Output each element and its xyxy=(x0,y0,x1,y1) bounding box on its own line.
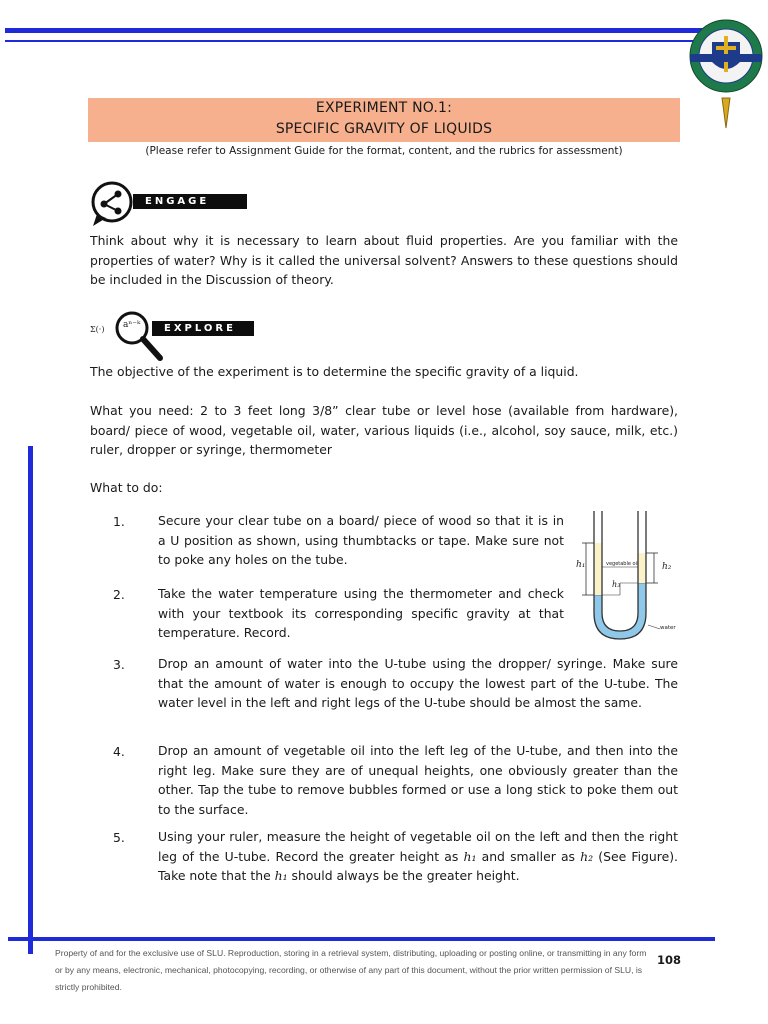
bottom-border-line xyxy=(8,937,715,941)
step-1-text: Secure your clear tube on a board/ piece of wood so that it is in a U position as shown, using thumbtacks or tape. Make sure not to poke any holes on the tube. xyxy=(158,513,564,567)
h1-symbol: h₁ xyxy=(274,868,288,883)
experiment-number: EXPERIMENT NO.1: xyxy=(315,100,453,116)
h1-symbol: h₁ xyxy=(463,848,477,864)
h2-symbol: h₂ xyxy=(580,848,594,864)
top-border-line xyxy=(5,28,705,33)
engage-text: Think about why it is necessary to learn about fluid properties. Are you familiar with the properties of water? Why is it called the universal solvent? Answers to these questions should be included in the Discussion of theory. xyxy=(90,233,678,287)
experiment-title: SPECIFIC GRAVITY OF LIQUIDS xyxy=(275,121,493,137)
engage-label: ENGAGE xyxy=(133,194,247,209)
step-1-number: 1. xyxy=(113,514,125,529)
explore-label: EXPLORE xyxy=(152,321,254,336)
step-5-text: Using your ruler, measure the height of vegetable oil on the left and then the right leg of the U-tube. Record the greater height as h₁ and smaller as h₂ (See Figure). Take note that the h₁ should always be the greater height. xyxy=(158,829,678,883)
university-seal xyxy=(686,12,766,130)
step-2-text: Take the water temperature using the thermometer and check with your textbook its corresponding specific gravity at that temperature. Record. xyxy=(158,586,564,640)
figure-label-h3: h₃ xyxy=(612,580,621,589)
figure-label-h2: h₂ xyxy=(662,562,672,572)
step-4-text: Drop an amount of vegetable oil into the left leg of the U-tube, and then into the right leg. Make sure they are of unequal heights, one obviously greater than the other. Tap the tube to remove bubbles formed or use a long stick to poke them out to the surface. xyxy=(158,743,678,817)
todo-heading: What to do: xyxy=(90,480,163,495)
left-margin-line xyxy=(28,446,33,954)
top-border-line-thin xyxy=(5,40,695,42)
materials-text: What you need: 2 to 3 feet long 3/8” clear tube or level hose (available from hardware), board/ piece of wood, vegetable oil, water, various liquids (i.e., alcohol, soy sauce, milk, etc.) ruler, dropper or syringe, thermometer xyxy=(90,403,678,457)
experiment-title-box xyxy=(88,98,680,142)
step-2-number: 2. xyxy=(113,587,125,602)
assignment-note: (Please refer to Assignment Guide for the format, content, and the rubrics for assessment) xyxy=(145,145,623,157)
objective-text: The objective of the experiment is to determine the specific gravity of a liquid. xyxy=(90,364,579,379)
svg-text:Σ(·): Σ(·) xyxy=(90,325,105,334)
figure-label-water: water xyxy=(660,625,676,631)
footer-copyright: Property of and for the exclusive use of SLU. Reproduction, storing in a retrieval system, distributing, uploading or posting online, or transmitting in any form or by any means, electronic, mechanical, photocopying, recording, or otherwise of any part of this document, without the prior written permission of SLU, is strictly prohibited. xyxy=(55,948,647,992)
explore-icon-formula: aⁿ⁻ᵏ xyxy=(123,320,141,330)
step-5-number: 5. xyxy=(113,830,125,845)
figure-label-oil: vegetable oil xyxy=(606,561,639,567)
step-3-number: 3. xyxy=(113,657,125,672)
page-number: 108 xyxy=(657,953,682,967)
step-3-text: Drop an amount of water into the U-tube using the dropper/ syringe. Make sure that the amount of water is enough to occupy the lowest part of the U-tube. The water level in the left and right legs of the U-tube should be almost the same. xyxy=(158,656,678,710)
step-4-number: 4. xyxy=(113,744,125,759)
figure-label-h1: h₁ xyxy=(576,560,586,570)
u-tube-figure xyxy=(574,505,678,645)
engage-chat-icon xyxy=(88,180,134,228)
